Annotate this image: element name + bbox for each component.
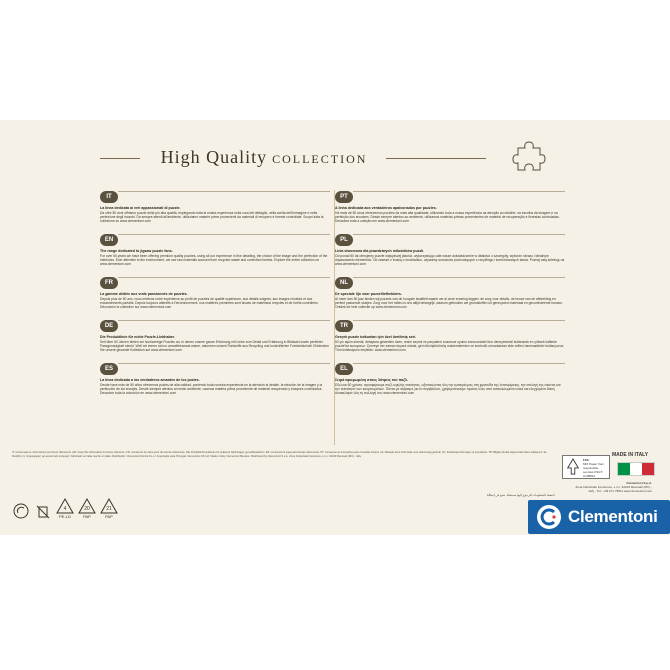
language-body: Seit über 50 Jahren bieten wir hochwertige Puzzles an, in denen unsere ganze Erfahrung mit Liebe zum Detail und Erfahrung in Bildwahl sowie perfekter Passgenauigkeit steckt. Weil wir immer schon umweltbewusst waren, stammen unsere Rohstoffe aus Recycling und kontrollierten Forstwirtschaft. Entdecken Sie unsere gesamte Kollektion auf www.clementoni.com — [100, 340, 329, 353]
puzzle-piece-icon — [512, 140, 546, 174]
languages-right — [335, 185, 565, 400]
language-block-de — [100, 314, 330, 353]
badge-line — [353, 234, 565, 235]
header-rule-left — [100, 158, 140, 159]
badge-line — [353, 191, 565, 192]
language-body: Al meer dan 50 jaar bieden wij puzzels van de hoogste kwaliteit waarin we al onze ervaring leggen: de zorg voor details, de keuze van de afbeelding en perfect passende stukjes. Zorg voor het milieu is ons altijd belangrijk, daarom gebruiken we grondstoffen uit gerecycled materiaal en gecontroleerde bossen. Ontdek de hele collectie op www.clementoni.com — [335, 297, 564, 310]
made-in-italy: MADE IN ITALY — [612, 452, 649, 458]
header-rule-right — [386, 158, 486, 159]
language-badge: IT — [100, 191, 118, 203]
language-badge: NL — [335, 277, 353, 289]
recycle-label: PE-LD — [59, 514, 71, 519]
recycle-label: PAP — [83, 514, 91, 519]
language-block-pl — [335, 228, 565, 267]
language-heading: De speciale lijn voor puzzelliefhebbers. — [335, 292, 402, 296]
language-block-es — [100, 357, 330, 396]
recycle-number: 4 — [63, 506, 67, 512]
recycle-code-1 — [56, 498, 74, 519]
fsc-tree-icon — [565, 457, 581, 477]
badge-line — [118, 277, 330, 278]
recycle-triangle-icon — [78, 498, 96, 514]
language-body: Da oltre 50 anni offriamo puzzle della più alta qualità, impiegando tutta la nostra esperienza nella cura del dettaglio, nella scelta dell'immagine e nella perfezione degli incastri. Da sempre attenti all'ambiente, utilizziamo materie prime provenienti da materiali di recupero e foreste controllate. Scopri tutta la collezione su www.clementoni.com — [100, 211, 324, 224]
recycle-code-2 — [78, 498, 96, 519]
language-body: Depuis plus de 50 ans, nous mettons notre expérience au profit de puzzles de qualité supérieure, aux détails soignés, aux images choisies et aux encastrements parfaits. Depuis toujours attentifs à l'environnement, nos matières premières sont issues de matériaux recyclés et de forêts contrôlées. Découvrez la collection sur www.clementoni.com — [100, 297, 319, 310]
title-big: High Quality — [160, 147, 268, 167]
languages-left — [100, 185, 330, 400]
italy-flag — [617, 462, 655, 476]
fine-print: IT: Conservare le informazioni per futuro riferimento. EN: Keep this information for future reference. FR: Conserver la notice pour de futures références. DE: Produktinformationen für späteres Nachfragen gut aufbewahren. ES: Conservar la caja para futuras referencias. PT: Conservar as instruções para consultas futuras. NL: Bewaar deze informatie voor toekomstig gebruik. PL: Zachowaj informacje na przyszłość. TR: Bilgileri ileride başvurmak üzere saklayınız. EL: Φυλάξτε τις πληροφορίες για μελλοντική αναφορά. Fabricado en Italia. Hecho en Italia. Distribuidor: Clementoni Ibérica S.L.U. Importador para Portugal. Clementoni UK Ltd. Made in Italy. Clementoni Benelux. Distributed by Clementoni S.p.A. Zona Industriale Fontenoce, s.n.c. 62019 Recanati (MC) - Italy. — [12, 451, 548, 458]
badge-line — [353, 320, 565, 321]
fsc-text: MIX Paper from responsible sources FSC® C108812 — [583, 462, 605, 478]
recycling-symbols — [12, 498, 118, 519]
language-body: Od ponad 50 lat oferujemy puzzle najwyższej jakości, wykorzystując całe nasze doświadczenie w dbałości o szczegóły, wyborze obrazu i idealnym dopasowaniu elementów. Od zawsze z troską o środowisko, używamy surowców pochodzących z recyklingu i kontrolowanych lasów. Poznaj całą kolekcję na www.clementoni.com — [335, 254, 565, 267]
collection-title — [148, 147, 380, 168]
badge-line — [118, 191, 330, 192]
badge-line — [353, 363, 565, 364]
collection-header — [100, 147, 570, 171]
language-body: Há mais de 50 anos oferecemos puzzles da mais alta qualidade, utilizando toda a nossa experiência na atenção ao detalhe, na escolha da imagem e na perfeição dos encaixes. Desde sempre atentos ao ambiente, utilizamos matérias-primas provenientes de material de recuperação e florestas controladas. Descubra toda a coleção em www.clementoni.com — [335, 211, 560, 224]
fsc-label — [562, 455, 610, 479]
language-heading: La línea dedicada a los verdaderos amantes de los puzles. — [100, 378, 200, 382]
title-small: COLLECTION — [272, 152, 368, 166]
language-badge: TR — [335, 320, 353, 332]
language-heading: The range dedicated to jigsaw puzzle fans. — [100, 249, 173, 253]
badge-line — [118, 320, 330, 321]
language-body: For over 50 years we have been offering premium quality puzzles, using all our experience in fine detailing, the choice of the image and the perfection of the interlocks. Ever attentive to the environment, we use raw materials sourced from recycled waste and controlled forests. Explore the entire collection on www.clementoni.com — [100, 254, 328, 267]
badge-line — [118, 234, 330, 235]
recycle-triangle-icon — [100, 498, 118, 514]
recycle-number: 21 — [106, 506, 112, 512]
recycle-code-3 — [100, 498, 118, 519]
brand-name: Clementoni — [568, 507, 658, 526]
language-block-fr — [100, 271, 330, 310]
language-heading: A linha dedicada aos verdadeiros apaixonados por puzzles. — [335, 206, 437, 210]
clementoni-logo-icon — [536, 504, 562, 530]
language-body: Εδώ και 50 χρόνια, προσφέρουμε παζλ υψηλής ποιότητας, αξιοποιώντας όλη την εμπειρία μας στη φροντίδα της λεπτομέρειας, την επιλογή της εικόνας και την τελειότητα των κουμπωμάτων. Πάντα με σεβασμό για το περιβάλλον, χρησιμοποιούμε πρώτες ύλες από ανακυκλωμένα υλικά και ελεγχόμενα δάση. Ανακαλύψτε όλη τη συλλογή στο www.clementoni.com — [335, 383, 561, 396]
language-badge: PT — [335, 191, 353, 203]
bin-icon — [34, 503, 52, 519]
language-badge: EL — [335, 363, 353, 375]
language-badge: EN — [100, 234, 118, 246]
language-badge: ES — [100, 363, 118, 375]
clementoni-logo — [528, 500, 670, 534]
flag-white — [630, 463, 642, 475]
company-info — [572, 481, 652, 493]
flag-green — [618, 463, 630, 475]
language-block-el — [335, 357, 565, 396]
language-heading: Die Produktlinie für echte Puzzle-Liebhaber. — [100, 335, 175, 339]
recycle-number: 20 — [84, 506, 90, 512]
flag-red — [642, 463, 654, 475]
language-block-it — [100, 185, 330, 224]
language-heading: Σειρά αφιερωμένη στους λάτρεις του παζλ. — [335, 378, 409, 382]
language-heading: La linea dedicata ai veri appassionati di puzzle. — [100, 206, 181, 210]
recycle-icon — [12, 503, 30, 519]
language-badge: PL — [335, 234, 353, 246]
language-badge: FR — [100, 277, 118, 289]
language-block-nl — [335, 271, 565, 310]
language-heading: La gamme dédiée aux vrais passionnés de puzzles. — [100, 292, 188, 296]
badge-line — [118, 363, 330, 364]
language-heading: Gerçek puzzle tutkunları için özel üretilmiş seri. — [335, 335, 417, 339]
company-address: Zona Industriale Fontenoce, s.n.c. 62019 Recanati (MC) - Italy - Tel.: +39 071 75811 www.clementoni.com — [575, 485, 652, 493]
language-body: 50 yılı aşkın süredir, detaylara gösterilen özen, resim seçimi ve parçaların kusursuz uyumu konusundaki tüm deneyimimizi kullanarak en yüksek kalitede puzzle'lar sunuyoruz. Çevreye her zaman duyarlı olarak, geri dönüştürülmüş malzemelerden ve kontrollü ormanlardan elde edilen hammaddeler kullanıyoruz. Tüm koleksiyonu keşfedin: www.clementoni.com — [335, 340, 565, 353]
language-heading: Linia stworzona dla prawdziwych miłośników puzzli. — [335, 249, 425, 253]
badge-line — [353, 277, 565, 278]
language-block-pt — [335, 185, 565, 224]
recycle-label: PAP — [105, 514, 113, 519]
language-block-tr — [335, 314, 565, 353]
fsc-title: FSC — [583, 458, 589, 462]
recycle-triangle-icon — [56, 498, 74, 514]
company-name: Clementoni S.p.A. — [626, 481, 652, 485]
language-body: Desde hace más de 50 años ofrecemos puzles de alta calidad, poniendo toda nuestra experiencia en la atención al detalle, la elección de la imagen y la perfección de los encajes. Desde siempre atentos al medio ambiente, usamos materia prima procedente de material recuperado y bosques controlados. Descubre toda la colección en www.clementoni.com — [100, 383, 323, 396]
language-badge: DE — [100, 320, 118, 332]
arabic-text: احتفظ بالمعلومات للرجوع إليها مستقبلا. صنع في إيطاليا — [486, 493, 555, 497]
language-block-en — [100, 228, 330, 267]
